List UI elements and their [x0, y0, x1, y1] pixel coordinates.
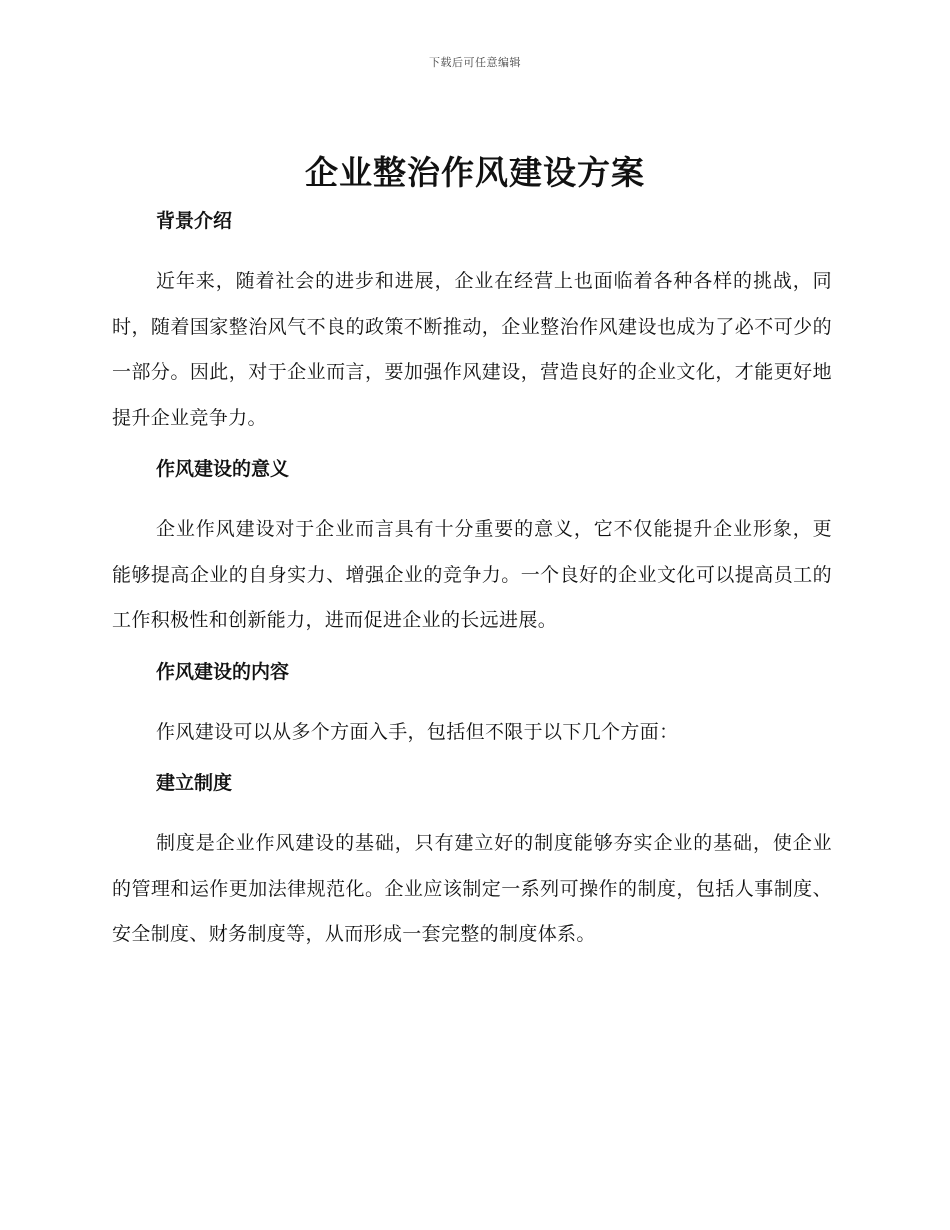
section-heading: 作风建设的意义 — [156, 458, 290, 480]
section-paragraph: 作风建设可以从多个方面入手，包括但不限于以下几个方面： — [156, 720, 679, 743]
page-header: 下载后可任意编辑 — [429, 56, 521, 69]
section-paragraph: 企业作风建设对于企业而言具有十分重要的意义，它不仅能提升企业形象，更能够提高企业的自身实力、增强企业的竞争力。一个良好的企业文化可以提高员工的工作积极性和创新能力，进而促进企业的长远进展。 — [112, 518, 832, 631]
document-title: 企业整治作风建设方案 — [305, 153, 645, 192]
section-heading: 背景介绍 — [156, 210, 233, 232]
section-paragraph: 制度是企业作风建设的基础，只有建立好的制度能够夯实企业的基础，使企业的管理和运作更加法律规范化。企业应该制定一系列可操作的制度，包括人事制度、安全制度、财务制度等，从而形成一套完整的制度体系。 — [112, 832, 832, 945]
section-heading: 作风建设的内容 — [156, 660, 290, 683]
document-body — [112, 204, 832, 958]
section-significance — [112, 452, 832, 655]
section-background — [112, 204, 832, 452]
section-paragraph: 近年来，随着社会的进步和进展，企业在经营上也面临着各种各样的挑战，同时，随着国家整治风气不良的政策不断推动，企业整治作风建设也成为了必不可少的一部分。因此，对于企业而言，要加强作风建设，营造良好的企业文化，才能更好地提升企业竞争力。 — [112, 270, 832, 429]
section-heading: 建立制度 — [156, 772, 233, 794]
section-establish-system — [112, 766, 832, 958]
section-content — [112, 655, 832, 767]
